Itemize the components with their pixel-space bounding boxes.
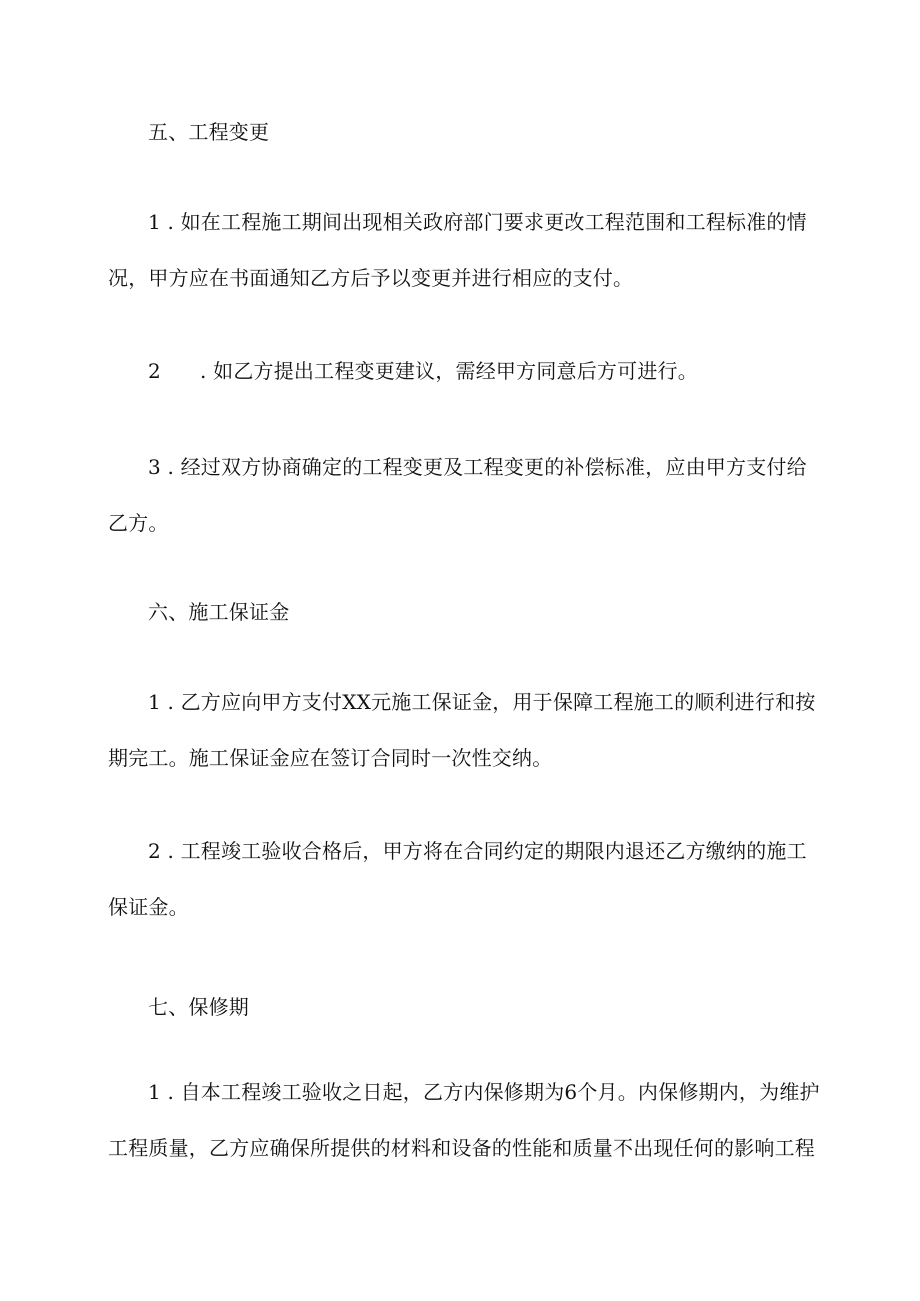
clause-6-2-line-2: 保证金。 — [108, 895, 189, 919]
clause-5-2-text: . 如乙方提出工程变更建议，需经甲方同意后方可进行。 — [200, 359, 698, 383]
clause-7-1-line-2: 工程质量，乙方应确保所提供的材料和设备的性能和质量不出现任何的影响工程 — [108, 1136, 815, 1160]
clause-5-3-line-2: 乙方。 — [108, 511, 169, 535]
section-heading-warranty: 七、保修期 — [148, 995, 249, 1019]
clause-5-1-line-1: 1 . 如在工程施工期间出现相关政府部门要求更改工程范围和工程标准的情 — [148, 210, 807, 234]
section-heading-engineering-change: 五、工程变更 — [148, 120, 270, 144]
clause-5-3-line-1: 3 . 经过双方协商确定的工程变更及工程变更的补偿标准，应由甲方支付给 — [148, 455, 807, 479]
clause-6-1-line-1: 1 . 乙方应向甲方支付XX元施工保证金，用于保障工程施工的顺利进行和按 — [148, 690, 816, 714]
clause-5-1-line-2: 况，甲方应在书面通知乙方后予以变更并进行相应的支付。 — [108, 266, 634, 290]
clause-6-1-line-2: 期完工。施工保证金应在签订合同时一次性交纳。 — [108, 746, 553, 770]
section-heading-deposit: 六、施工保证金 — [148, 600, 290, 624]
clause-6-2-line-1: 2 . 工程竣工验收合格后，甲方将在合同约定的期限内退还乙方缴纳的施工 — [148, 839, 807, 863]
clause-5-2-number: 2 — [148, 359, 161, 383]
clause-7-1-line-1: 1 . 自本工程竣工验收之日起，乙方内保修期为6个月。内保修期内，为维护 — [148, 1080, 820, 1104]
